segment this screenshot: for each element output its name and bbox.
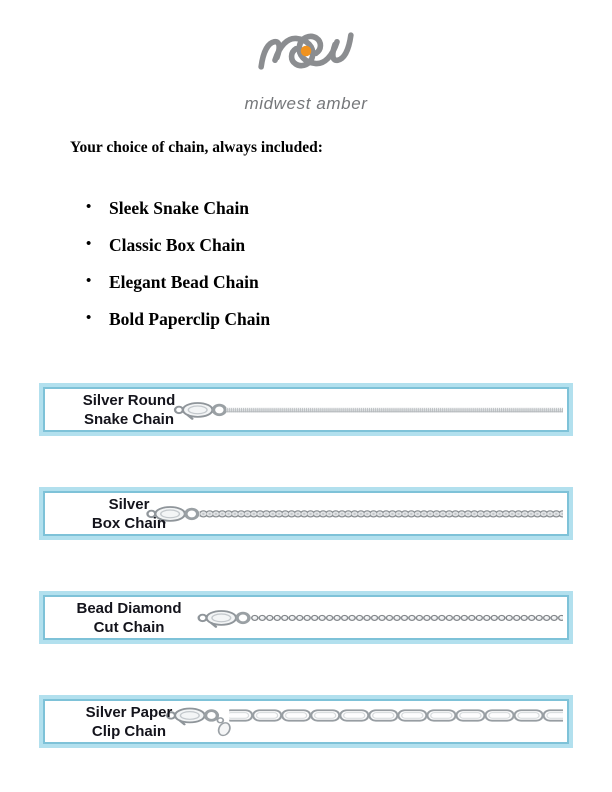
midwest-amber-logo-icon bbox=[233, 18, 379, 84]
banner-label: Bead Diamond Cut Chain bbox=[76, 599, 182, 636]
brand-name: midwest amber bbox=[244, 94, 368, 113]
banner-box-chain bbox=[39, 487, 573, 540]
list-item-bead: • Elegant Bead Chain bbox=[86, 272, 259, 292]
banner-bead-chain bbox=[39, 591, 573, 644]
banner-label: Silver Round Snake Chain bbox=[82, 391, 176, 428]
chain-options-list bbox=[86, 198, 270, 346]
banner-label: Silver Box Chain bbox=[91, 495, 167, 532]
banner-snake-chain bbox=[39, 383, 573, 436]
banner-paperclip-chain bbox=[39, 695, 573, 748]
list-item-snake: • Sleek Snake Chain bbox=[86, 198, 250, 218]
bullet-icon: • bbox=[86, 273, 92, 289]
list-item-paperclip: • Bold Paperclip Chain bbox=[86, 309, 271, 329]
intro-heading: Your choice of chain, always included: bbox=[70, 139, 323, 156]
tag-ring-shape bbox=[217, 718, 223, 723]
logo-orange-dot bbox=[301, 46, 312, 57]
banner-label: Silver Paper Clip Chain bbox=[85, 703, 173, 740]
bullet-icon: • bbox=[86, 310, 92, 326]
bullet-icon: • bbox=[86, 236, 92, 252]
list-item-box: • Classic Box Chain bbox=[86, 235, 246, 255]
bullet-icon: • bbox=[86, 199, 92, 215]
brand-header bbox=[0, 18, 612, 114]
